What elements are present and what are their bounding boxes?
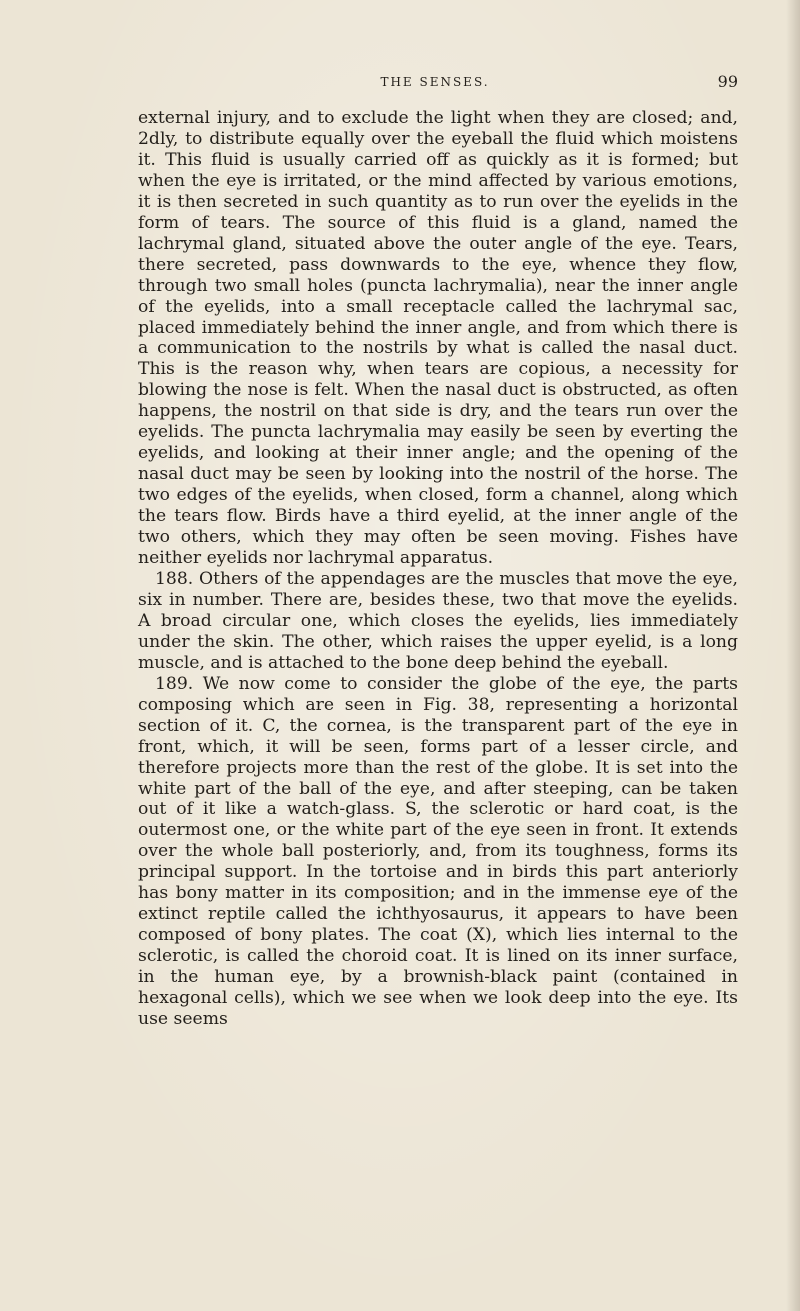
running-head: THE SENSES. (380, 75, 490, 89)
paragraph-continued: external injury, and to exclude the light when they are closed; and, 2dly, to distribute equally over the eyeball the fluid which moistens it. This fluid is usually carried off as quickly as it is formed; but when the eye is irritated, or the mind affected by various emotions, it is then secreted in such quantity as to run over the eyelids in the form of tears. The source of this fluid is a gland, named the lachrymal gland, situated above the outer angle of the eye. Tears, there secreted, pass downwards to the eye, whence they flow, through two small holes (puncta lachrymalia), near the inner angle of the eyelids, into a small receptacle called the lachrymal sac, placed immediately behind the inner angle, and from which there is a communication to the nostrils by what is called the nasal duct. This is the reason why, when tears are copious, a necessity for blowing the nose is felt. When the nasal duct is obstructed, as often happens, the nostril on that side is dry, and the tears run over the eyelids. The puncta lachrymalia may easily be seen by everting the eyelids, and looking at their inner angle; and the opening of the nasal duct may be seen by looking into the nostril of the horse. The two edges of the eyelids, when closed, form a channel, along which the tears flow. Birds have a third eyelid, at the inner angle of the two others, which they may often be seen moving. Fishes have neither eyelids nor lachrymal apparatus. (138, 108, 738, 569)
body-text (138, 108, 738, 1030)
paragraph-189: 189. We now come to consider the globe of the eye, the parts composing which are seen in Fig. 38, representing a horizontal section of it. C, the cornea, is the transparent part of the eye in front, which, it will be seen, forms part of a lesser circle, and therefore projects more than the rest of the globe. It is set into the white part of the ball of the eye, and after steeping, can be taken out of it like a watch-glass. S, the sclerotic or hard coat, is the outermost one, or the white part of the eye seen in front. It extends over the whole ball posteriorly, and, from its toughness, forms its principal support. In the tortoise and in birds this part anteriorly has bony matter in its composition; and in the immense eye of the extinct reptile called the ichthyosaurus, it appears to have been composed of bony plates. The coat (X), which lies internal to the sclerotic, is called the choroid coat. It is lined on its inner surface, in the human eye, by a brownish-black paint (contained in hexagonal cells), which we see when we look deep into the eye. Its use seems (138, 673, 738, 1029)
page-number: 99 (717, 72, 738, 91)
paragraph-188: 188. Others of the appendages are the muscles that move the eye, six in number. There are, besides these, two that move the eyelids. A broad circular one, which closes the eyelids, lies immediately under the skin. The other, which raises the upper eyelid, is a long muscle, and is attached to the bone deep behind the eyeball. (138, 568, 738, 673)
page-header (132, 72, 738, 94)
page-edge-shadow (786, 0, 800, 1311)
